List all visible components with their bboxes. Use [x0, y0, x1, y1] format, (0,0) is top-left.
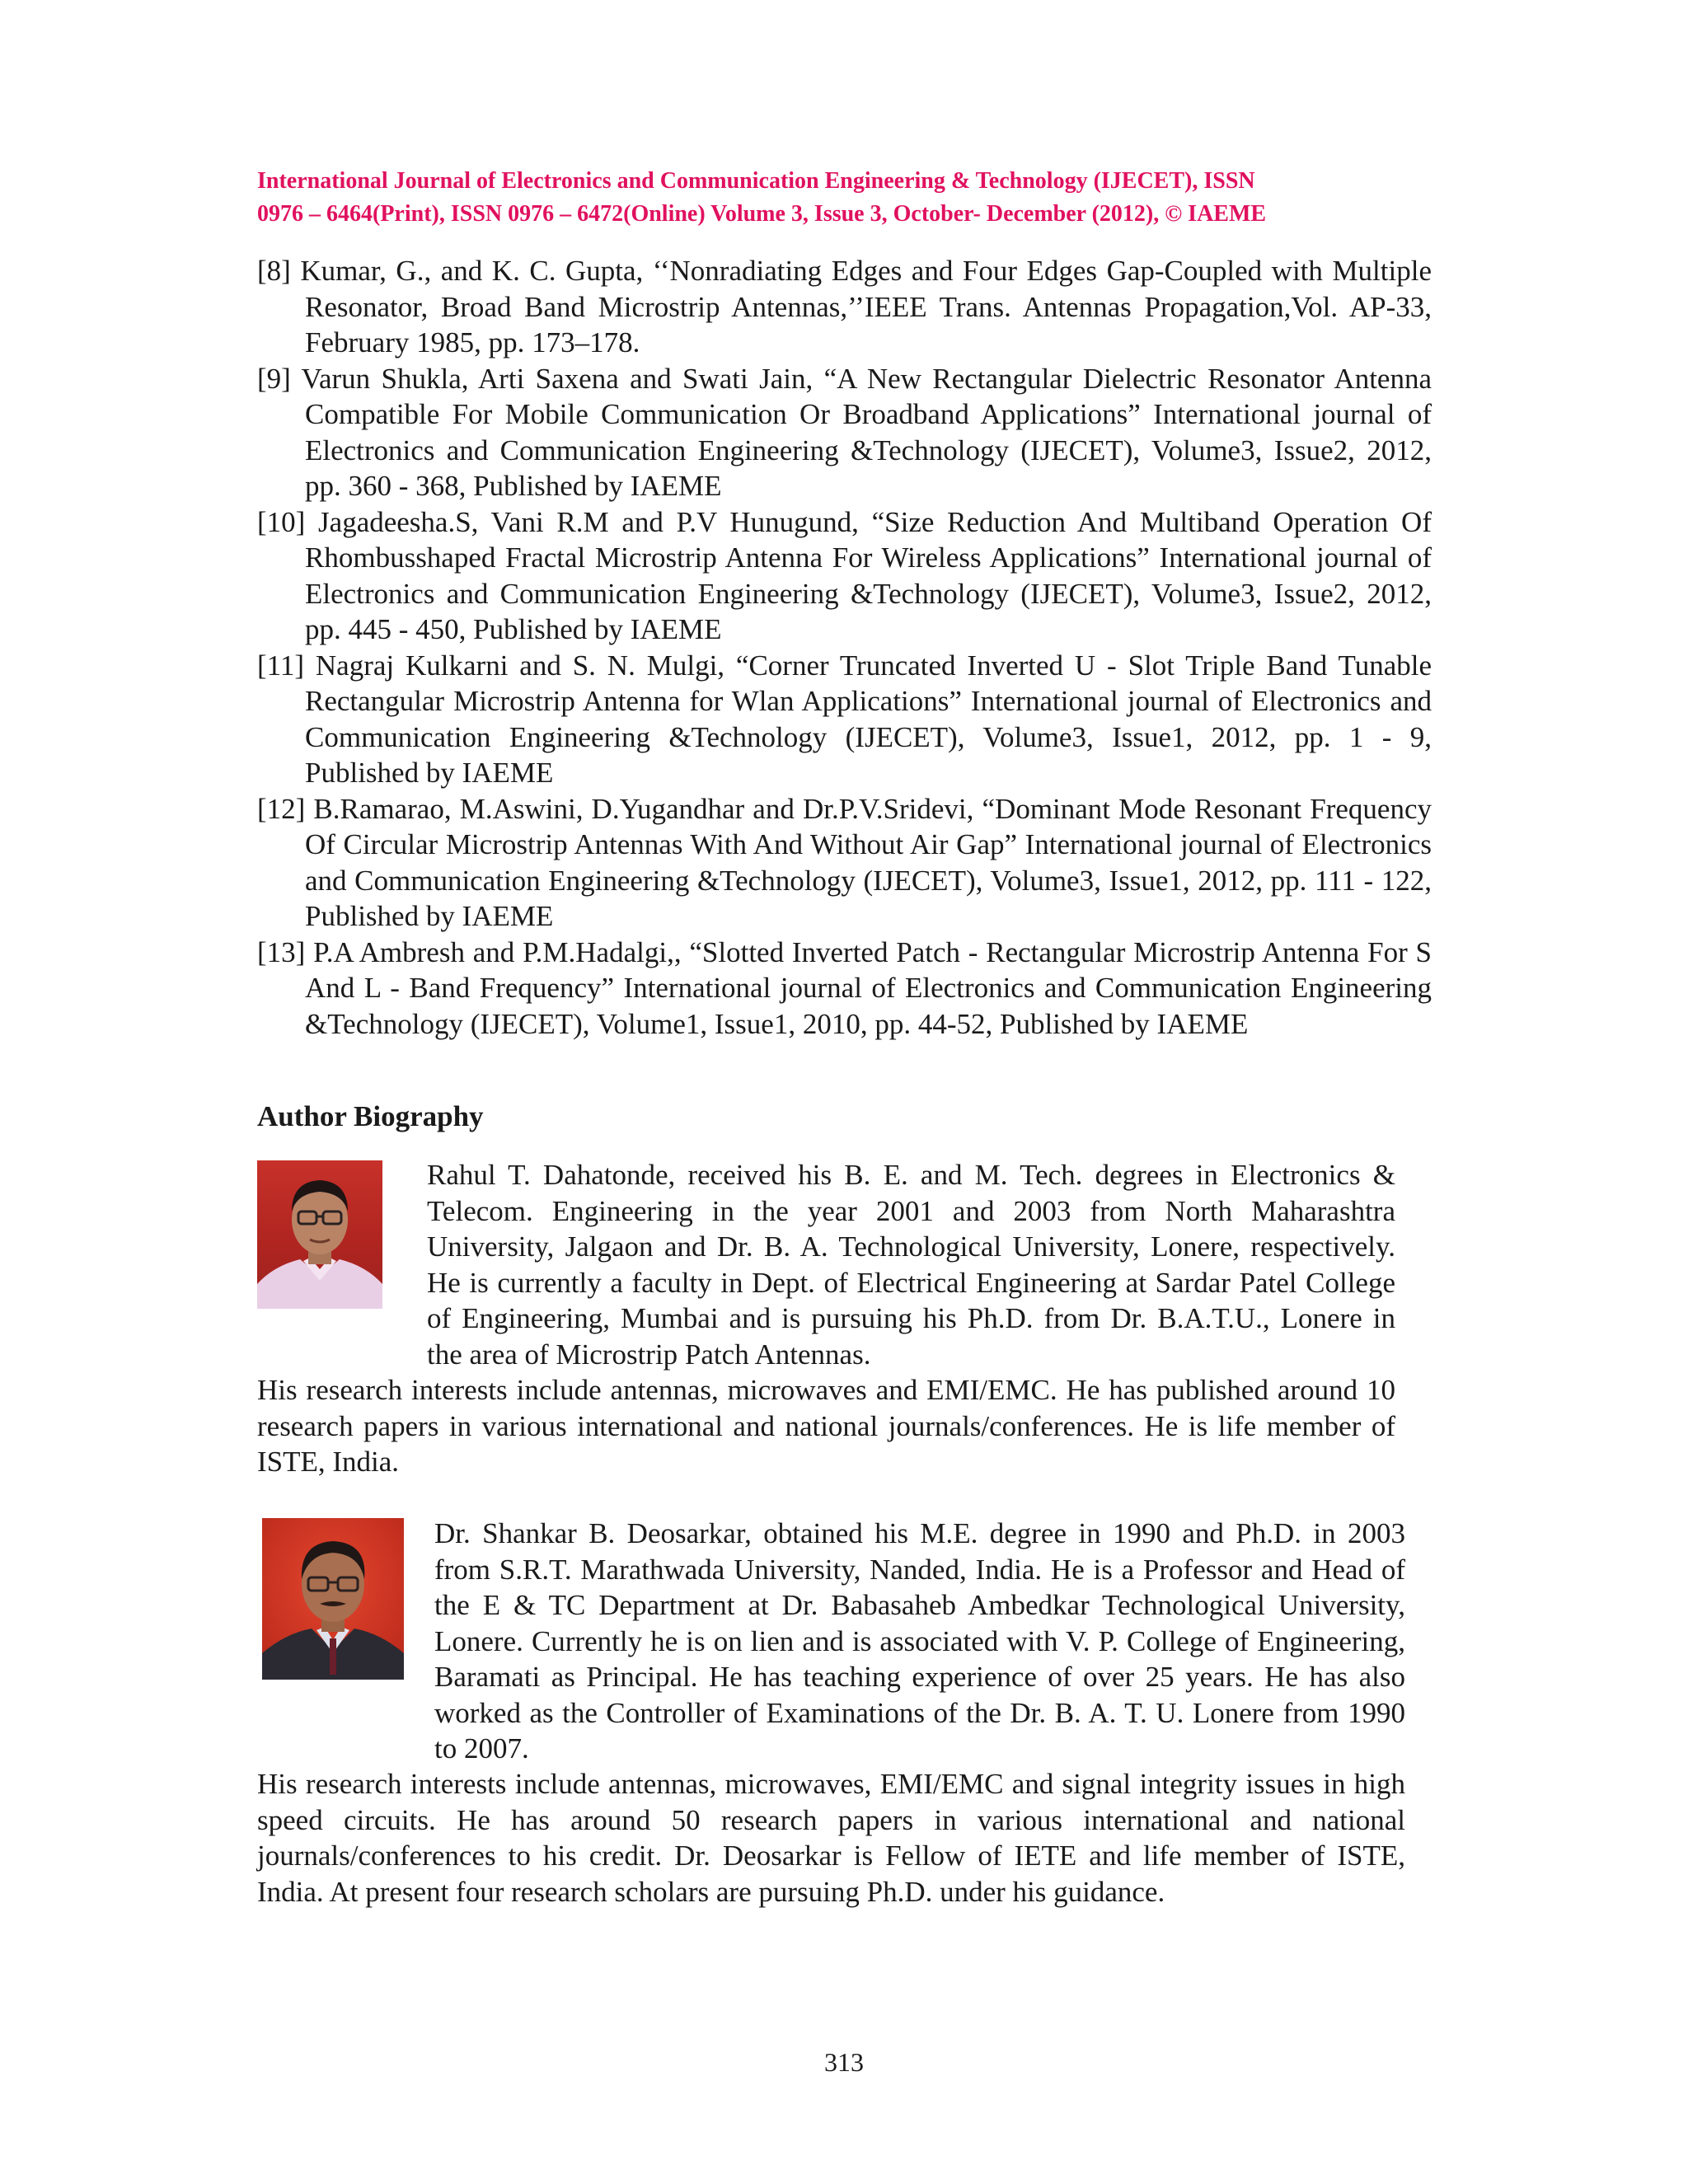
reference-item: [8] Kumar, G., and K. C. Gupta, ‘‘Nonradiating Edges and Four Edges Gap-Coupled with Multiple Resonator, Broad Band Microstrip Antennas,’’IEEE Trans. Antennas Propagation,Vol. AP-33, February 1985, pp. 173–178. [257, 255, 1432, 359]
author-photo-deosarkar [262, 1518, 404, 1680]
author-1-bio-research: His research interests include antennas, microwaves and EMI/EMC. He has published around 10 research papers in various international and national journals/conferences. He is life member of ISTE, India. [257, 1374, 1395, 1478]
journal-header-line-1: International Journal of Electronics and Communication Engineering & Technology (IJECET), ISSN [257, 168, 1255, 194]
author-2-bio-research: His research interests include antennas, microwaves, EMI/EMC and signal integrity issues in high speed circuits. He has around 50 research papers in various international and national journals/conferences to his credit. Dr. Deosarkar is Fellow of IETE and life member of ISTE, India. At present four research scholars are pursuing Ph.D. under his guidance. [257, 1768, 1405, 1908]
journal-header-line-2: 0976 – 6464(Print), ISSN 0976 – 6472(Online) Volume 3, Issue 3, October- December (2012), © IAEME [257, 201, 1267, 227]
reference-item: [13] P.A Ambresh and P.M.Hadalgi,, “Slotted Inverted Patch - Rectangular Microstrip Antenna For S And L - Band Frequency” International journal of Electronics and Communication Engineering &Technology (IJECET), Volume1, Issue1, 2010, pp. 44-52, Published by IAEME [257, 935, 1432, 1040]
reference-item: [10] Jagadeesha.S, Vani R.M and P.V Hunugund, “Size Reduction And Multiband Operation Of Rhombusshaped Fractal Microstrip Antenna For Wireless Applications” International journal of Electronics and Communication Engineering &Technology (IJECET), Volume3, Issue2, 2012, pp. 445 - 450, Published by IAEME [257, 505, 1432, 645]
page-number: 313 [824, 2047, 864, 2077]
reference-list [257, 253, 1432, 1042]
reference-item: [11] Nagraj Kulkarni and S. N. Mulgi, “Corner Truncated Inverted U - Slot Triple Band Tunable Rectangular Microstrip Antenna for Wlan Applications” International journal of Electronics and Communication Engineering &Technology (IJECET), Volume3, Issue1, 2012, pp. 1 - 9, Published by IAEME [257, 649, 1432, 789]
author-biography-heading: Author Biography [257, 1100, 484, 1132]
reference-item: [9] Varun Shukla, Arti Saxena and Swati Jain, “A New Rectangular Dielectric Resonator Antenna Compatible For Mobile Communication Or Broadband Applications” International journal of Electronics and Communication Engineering &Technology (IJECET), Volume3, Issue2, 2012, pp. 360 - 368, Published by IAEME [257, 362, 1432, 502]
author-1-bio-intro: Rahul T. Dahatonde, received his B. E. and M. Tech. degrees in Electronics & Telecom. Engineering in the year 2001 and 2003 from North Maharashtra University, Jalgaon and Dr. B. A. Technological University, Lonere, respectively. He is currently a faculty in Dept. of Electrical Engineering at Sardar Patel College of Engineering, Mumbai and is pursuing his Ph.D. from Dr. B.A.T.U., Lonere in the area of Microstrip Patch Antennas. [427, 1159, 1395, 1371]
journal-header [257, 165, 1428, 231]
author-photo-dahatonde [257, 1160, 382, 1309]
reference-item: [12] B.Ramarao, M.Aswini, D.Yugandhar and Dr.P.V.Sridevi, “Dominant Mode Resonant Frequency Of Circular Microstrip Antennas With And Without Air Gap” International journal of Electronics and Communication Engineering &Technology (IJECET), Volume3, Issue1, 2012, pp. 111 - 122, Published by IAEME [257, 792, 1432, 932]
author-2-bio-intro: Dr. Shankar B. Deosarkar, obtained his M.E. degree in 1990 and Ph.D. in 2003 from S.R.T. Marathwada University, Nanded, India. He is a Professor and Head of the E & TC Department at Dr. Babasaheb Ambedkar Technological University, Lonere. Currently he is on lien and is associated with V. P. College of Engineering, Baramati as Principal. He has teaching experience of over 25 years. He has also worked as the Controller of Examinations of the Dr. B. A. T. U. Lonere from 1990 to 2007. [434, 1517, 1405, 1765]
